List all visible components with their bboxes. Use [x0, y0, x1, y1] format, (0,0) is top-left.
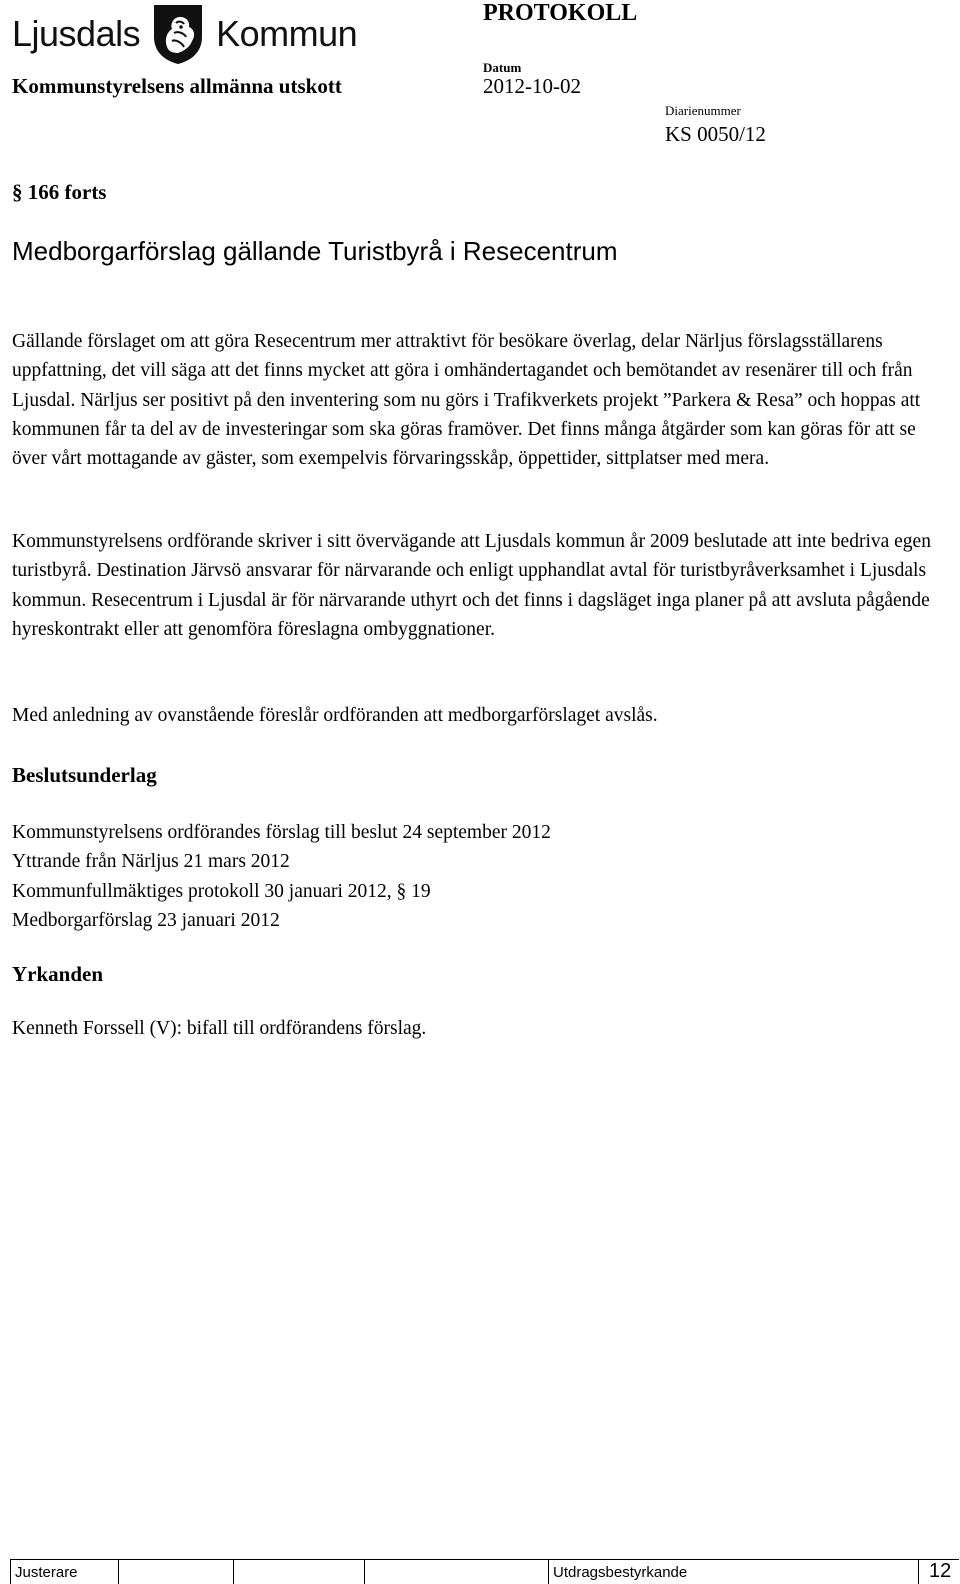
justerare-signature-box	[365, 1560, 549, 1584]
justerare-label: Justerare	[11, 1560, 119, 1584]
page-title: Medborgarförslag gällande Turistbyrå i Resecentrum	[12, 236, 618, 266]
date-value: 2012-10-02	[483, 74, 581, 98]
document-type: PROTOKOLL	[483, 0, 638, 26]
date-label: Datum	[483, 60, 522, 75]
utdragsbestyrkande-label: Utdragsbestyrkande	[549, 1560, 919, 1584]
committee-name: Kommunstyrelsens allmänna utskott	[12, 74, 342, 98]
list-item: Yttrande från Närljus 21 mars 2012	[12, 851, 290, 873]
yrkanden-heading: Yrkanden	[12, 962, 104, 986]
list-item: Medborgarförslag 23 januari 2012	[12, 909, 280, 931]
justerare-signature-box	[234, 1560, 365, 1584]
registration-number-label: Diarienummer	[665, 103, 741, 118]
yrkanden-text: Kenneth Forssell (V): bifall till ordförandens förslag.	[12, 1018, 427, 1039]
crest-icon	[150, 3, 206, 65]
list-item: Kommunstyrelsens ordförandes förslag till beslut 24 september 2012	[12, 822, 551, 843]
section-number: § 166 forts	[12, 180, 107, 204]
list-item: Kommunfullmäktiges protokoll 30 januari 2012, § 19	[12, 880, 431, 902]
logo-text-right: Kommun	[216, 13, 358, 54]
beslutsunderlag-list	[12, 818, 551, 935]
municipality-logo	[12, 2, 357, 66]
logo-text-left: Ljusdals	[12, 13, 141, 54]
justerare-signature-box	[119, 1560, 234, 1584]
page-number: 12	[929, 1560, 952, 1582]
body-paragraph-1: Gällande förslaget om att göra Resecentrum mer attraktivt för besökare överlag, delar Närljus förslagsställarens uppfattning, det vill säga att det finns mycket att göra i omhändertagandet och bemötandet av resenärer till och från Ljusdal. Närljus ser positivt på den inventering som nu görs i Trafikverkets projekt ”Parkera & Resa” och hoppas att kommunen får ta del av de investeringar som ska göras framöver. Det finns många åtgärder som kan göras för att se över vårt mottagande av gäster, som exempelvis förvaringsskåp, öppettider, sittplatser med mera.	[12, 331, 921, 470]
footer-signature-bar	[10, 1559, 959, 1584]
body-paragraph-3: Med anledning av ovanstående föreslår ordföranden att medborgarförslaget avslås.	[12, 705, 658, 726]
beslutsunderlag-heading: Beslutsunderlag	[12, 763, 157, 787]
body-paragraph-2: Kommunstyrelsens ordförande skriver i sitt övervägande att Ljusdals kommun år 2009 beslutade att inte bedriva egen turistbyrå. Destination Järvsö ansvarar för närvarande och enligt upphandlat avtal för turistbyråverksamhet i Ljusdals kommun. Resecentrum i Ljusdal är för närvarande uthyrt och det finns i dagsläget inga planer på att avsluta pågående hyreskontrakt eller att genomföra föreslagna ombyggnationer.	[12, 531, 931, 640]
registration-number-value: KS 0050/12	[665, 122, 766, 146]
